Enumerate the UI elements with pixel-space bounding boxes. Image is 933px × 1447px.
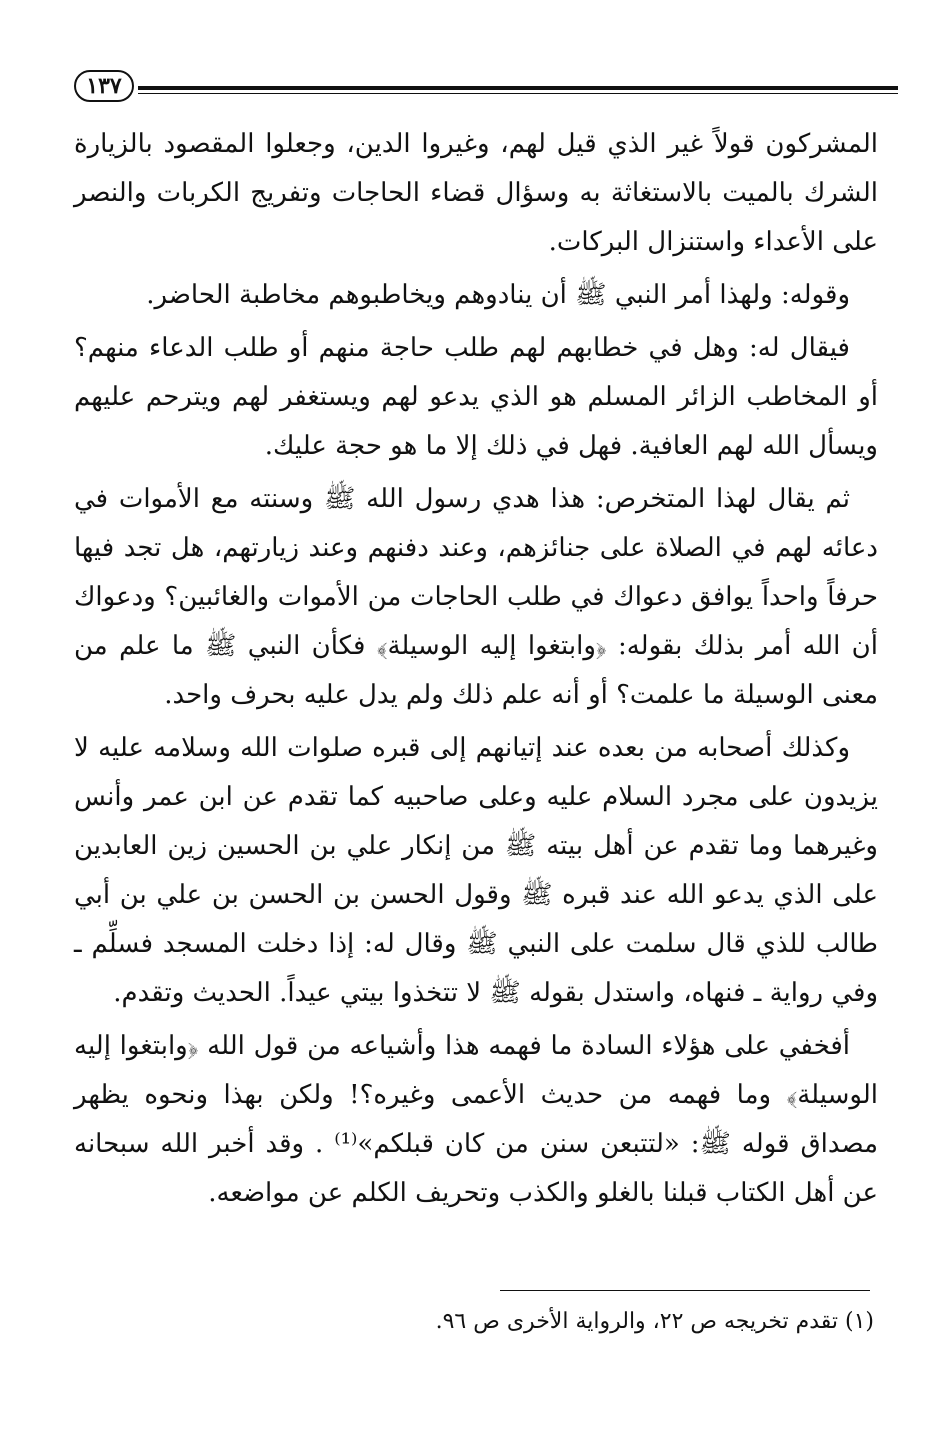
header-rule-thin bbox=[138, 93, 898, 94]
body-text bbox=[74, 120, 878, 1222]
header-rule bbox=[138, 86, 898, 90]
paragraph-4: ثم يقال لهذا المتخرص: هذا هدي رسول الله ﷺ وسنته مع الأموات في دعائه لهم في الصلاة على جنائزهم، وعند دفنهم وعند زيارتهم، هل تجد فيها حرفاً واحداً يوافق دعواك في طلب الحاجات من الأموات والغائبين؟ ودعواك أن الله أمر بذلك بقوله: ﴿وابتغوا إليه الوسيلة﴾ فكأن النبي ﷺ ما علم من معنى الوسيلة ما علمت؟ أو أنه علم ذلك ولم يدل عليه بحرف واحد. bbox=[74, 484, 878, 710]
footnote: (١) تقدم تخريجه ص ٢٢، والرواية الأخرى ص ٩٦. bbox=[435, 1309, 874, 1334]
page-header bbox=[74, 68, 898, 108]
paragraph-2: وقوله: ولهذا أمر النبي ﷺ أن ينادوهم ويخاطبوهم مخاطبة الحاضر. bbox=[146, 280, 850, 310]
paragraph-1: المشركون قولاً غير الذي قيل لهم، وغيروا الدين، وجعلوا المقصود بالزيارة الشرك بالميت بالاستغاثة به وسؤال قضاء الحاجات وتفريج الكربات والنصر على الأعداء واستنزال البركات. bbox=[74, 129, 878, 257]
footnote-divider bbox=[500, 1290, 870, 1291]
paragraph-5: وكذلك أصحابه من بعده عند إتيانهم إلى قبره صلوات الله وسلامه عليه لا يزيدون على مجرد السلام عليه وعلى صاحبيه كما تقدم عن ابن عمر وأنس وغيرهما وما تقدم عن أهل بيته ﷺ من إنكار علي بن الحسين زين العابدين على الذي يدعو الله عند قبره ﷺ وقول الحسن بن الحسن بن علي بن أبي طالب للذي قال سلمت على النبي ﷺ وقال له: إذا دخلت المسجد فسلِّم ـ وفي رواية ـ فنهاه، واستدل بقوله ﷺ لا تتخذوا بيتي عيداً. الحديث وتقدم. bbox=[74, 733, 878, 1008]
page-number: ١٣٧ bbox=[74, 70, 134, 102]
paragraph-6: أفخفي على هؤلاء السادة ما فهمه هذا وأشياعه من قول الله ﴿وابتغوا إليه الوسيلة﴾ وما فهمه من حديث الأعمى وغيره؟! ولكن بهذا ونحوه يظهر مصداق قوله ﷺ: «لتتبعن سنن من كان قبلكم»⁽¹⁾ . وقد أخبر الله سبحانه عن أهل الكتاب قبلنا بالغلو والكذب وتحريف الكلم عن مواضعه. bbox=[74, 1031, 879, 1208]
paragraph-3: فيقال له: وهل في خطابهم لهم طلب حاجة منهم أو طلب الدعاء منهم؟ أو المخاطب الزائر المسلم هو الذي يدعو لهم ويستغفر لهم ويترحم عليهم ويسأل الله لهم العافية. فهل في ذلك إلا ما هو حجة عليك. bbox=[74, 333, 878, 461]
